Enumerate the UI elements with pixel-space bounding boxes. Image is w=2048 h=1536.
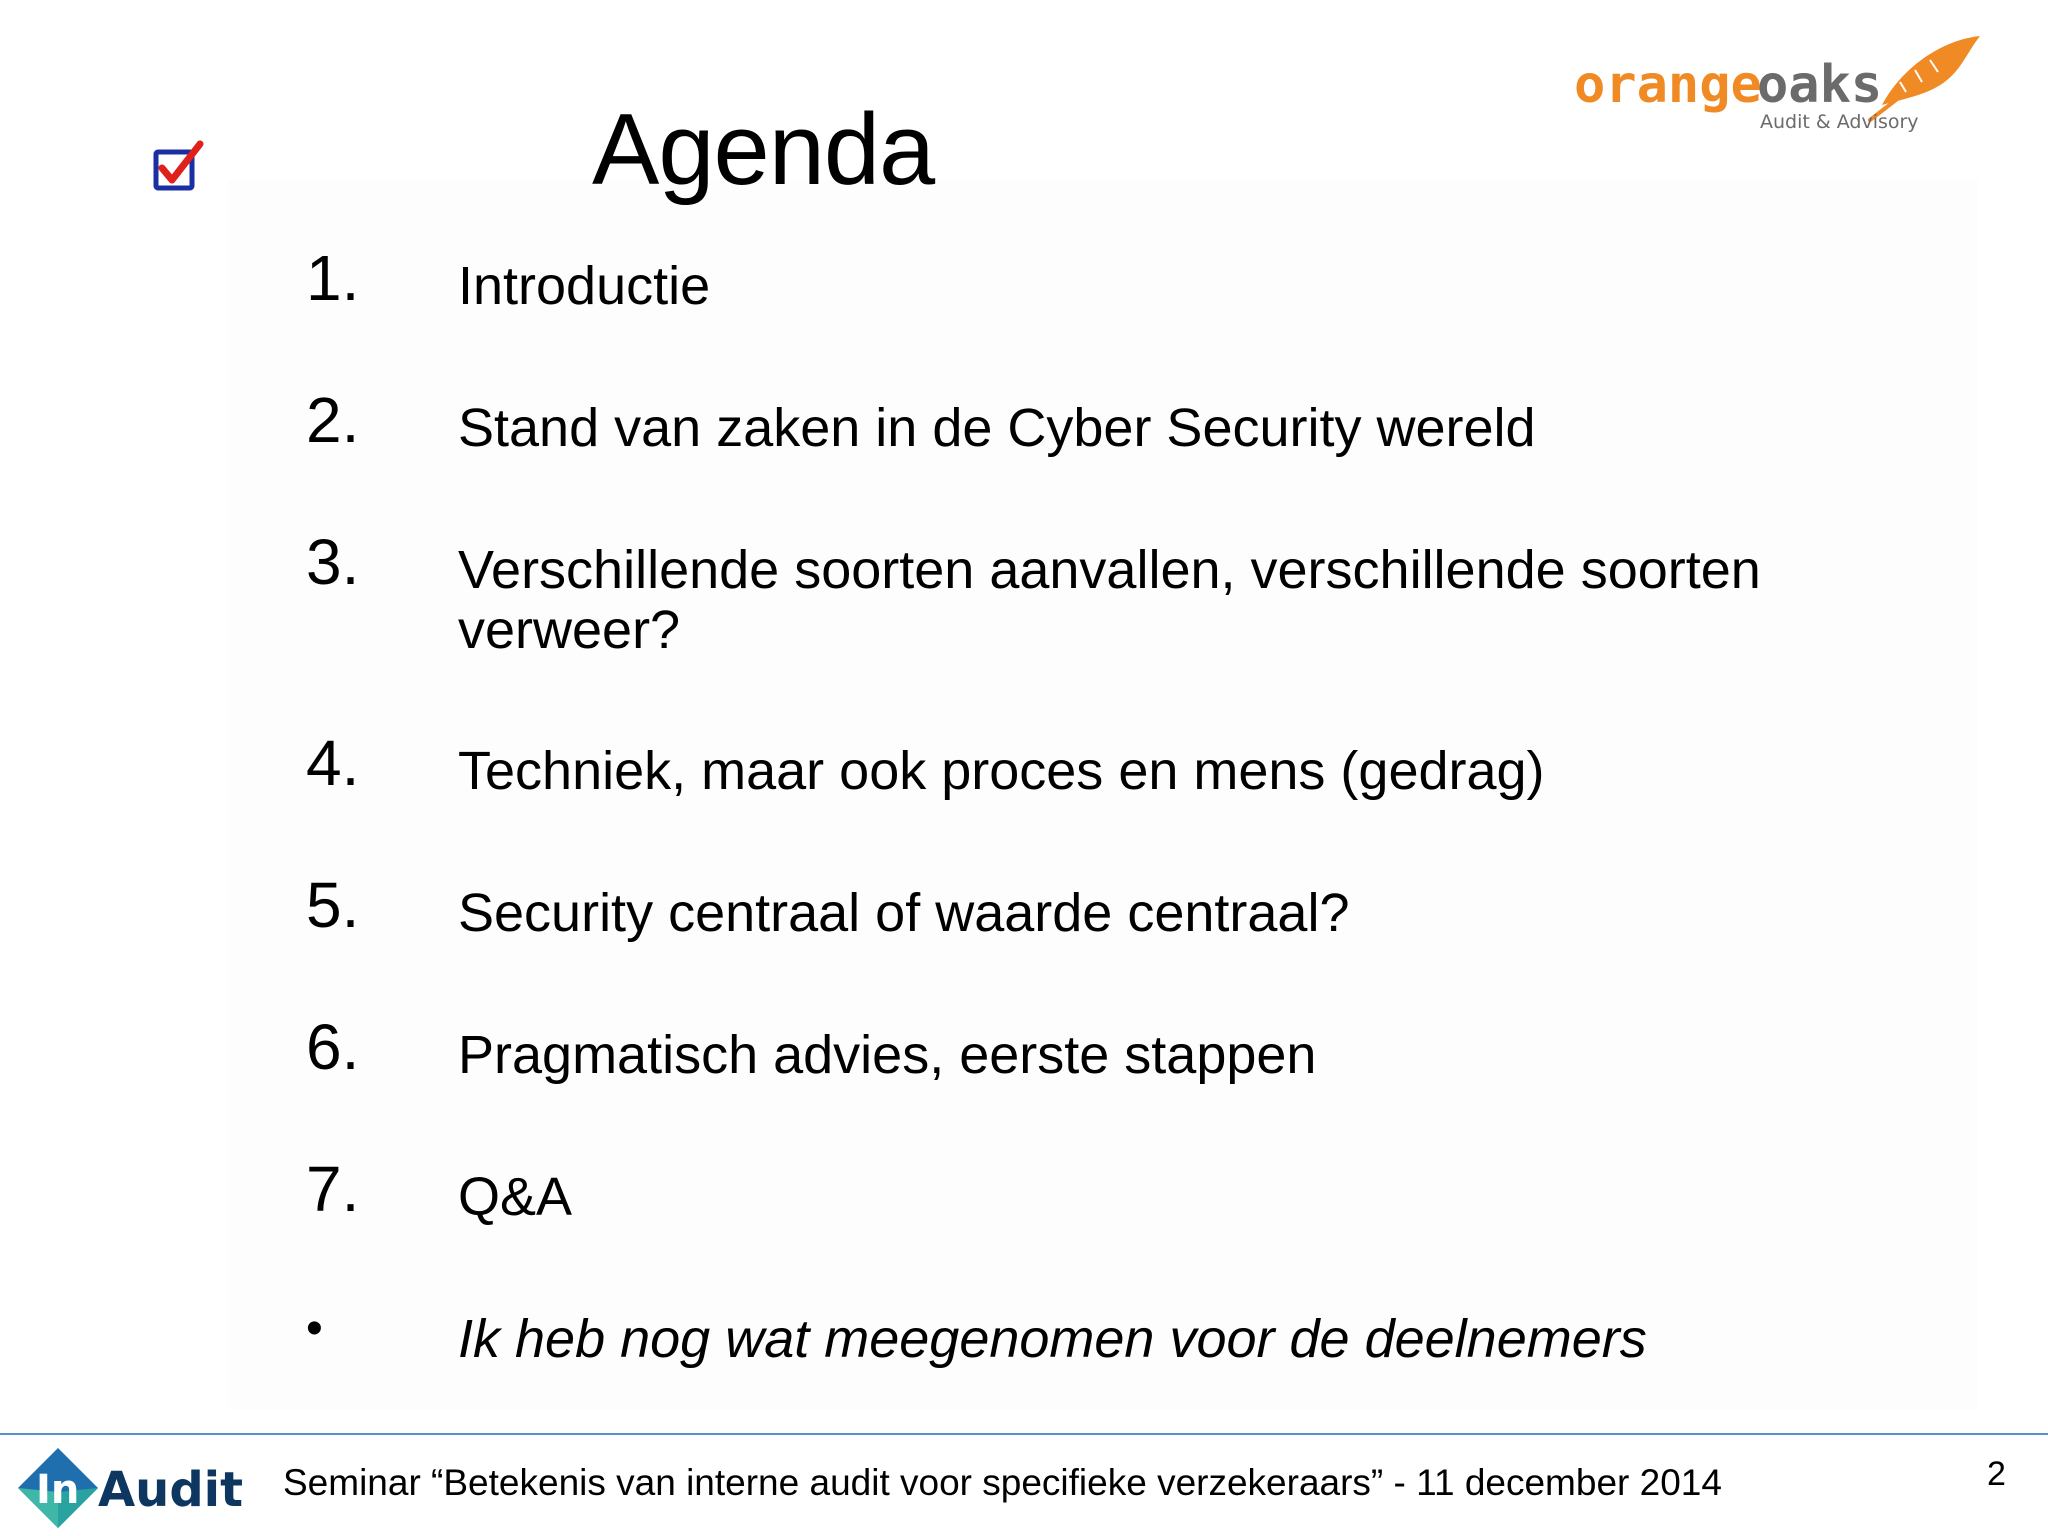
- footer-divider: [0, 1433, 2048, 1435]
- agenda-number: 6.: [306, 1011, 360, 1083]
- agenda-text: Introductie: [458, 256, 711, 316]
- agenda-text: Techniek, maar ook proces en mens (gedrag): [458, 741, 1545, 801]
- agenda-number: 2.: [306, 384, 360, 456]
- footer-text: Seminar “Betekenis van interne audit voor specifieke verzekeraars” - 11 december 2014: [283, 1462, 1722, 1503]
- agenda-number: 5.: [306, 869, 360, 941]
- agenda-text: Stand van zaken in de Cyber Security wereld: [458, 398, 1536, 458]
- logo-word-oaks: oaks: [1757, 55, 1883, 115]
- agenda-number: 3.: [306, 526, 360, 598]
- agenda-text: Security centraal of waarde centraal?: [458, 883, 1350, 943]
- logo-in: In: [36, 1467, 80, 1513]
- agenda-text: Verschillende soorten aanvallen, verschillende soorten verweer?: [458, 540, 1761, 660]
- agenda-number: 1.: [306, 242, 360, 314]
- agenda-bullet: •: [306, 1302, 323, 1355]
- agenda-number: 4.: [306, 727, 360, 799]
- inaudit-logo: [14, 1446, 254, 1530]
- page-number: 2: [1987, 1455, 2006, 1493]
- logo-tagline: Audit & Advisory: [1760, 111, 1919, 133]
- slide-title: Agenda: [592, 94, 935, 206]
- agenda-text: Ik heb nog wat meegenomen voor de deelnemers: [458, 1309, 1647, 1369]
- agenda-text: Q&A: [458, 1167, 573, 1227]
- agenda-text: Pragmatisch advies, eerste stappen: [458, 1025, 1317, 1085]
- agenda-number: 7.: [306, 1153, 360, 1225]
- logo-word-orange: orange: [1574, 55, 1762, 115]
- logo-audit: Audit: [98, 1462, 244, 1518]
